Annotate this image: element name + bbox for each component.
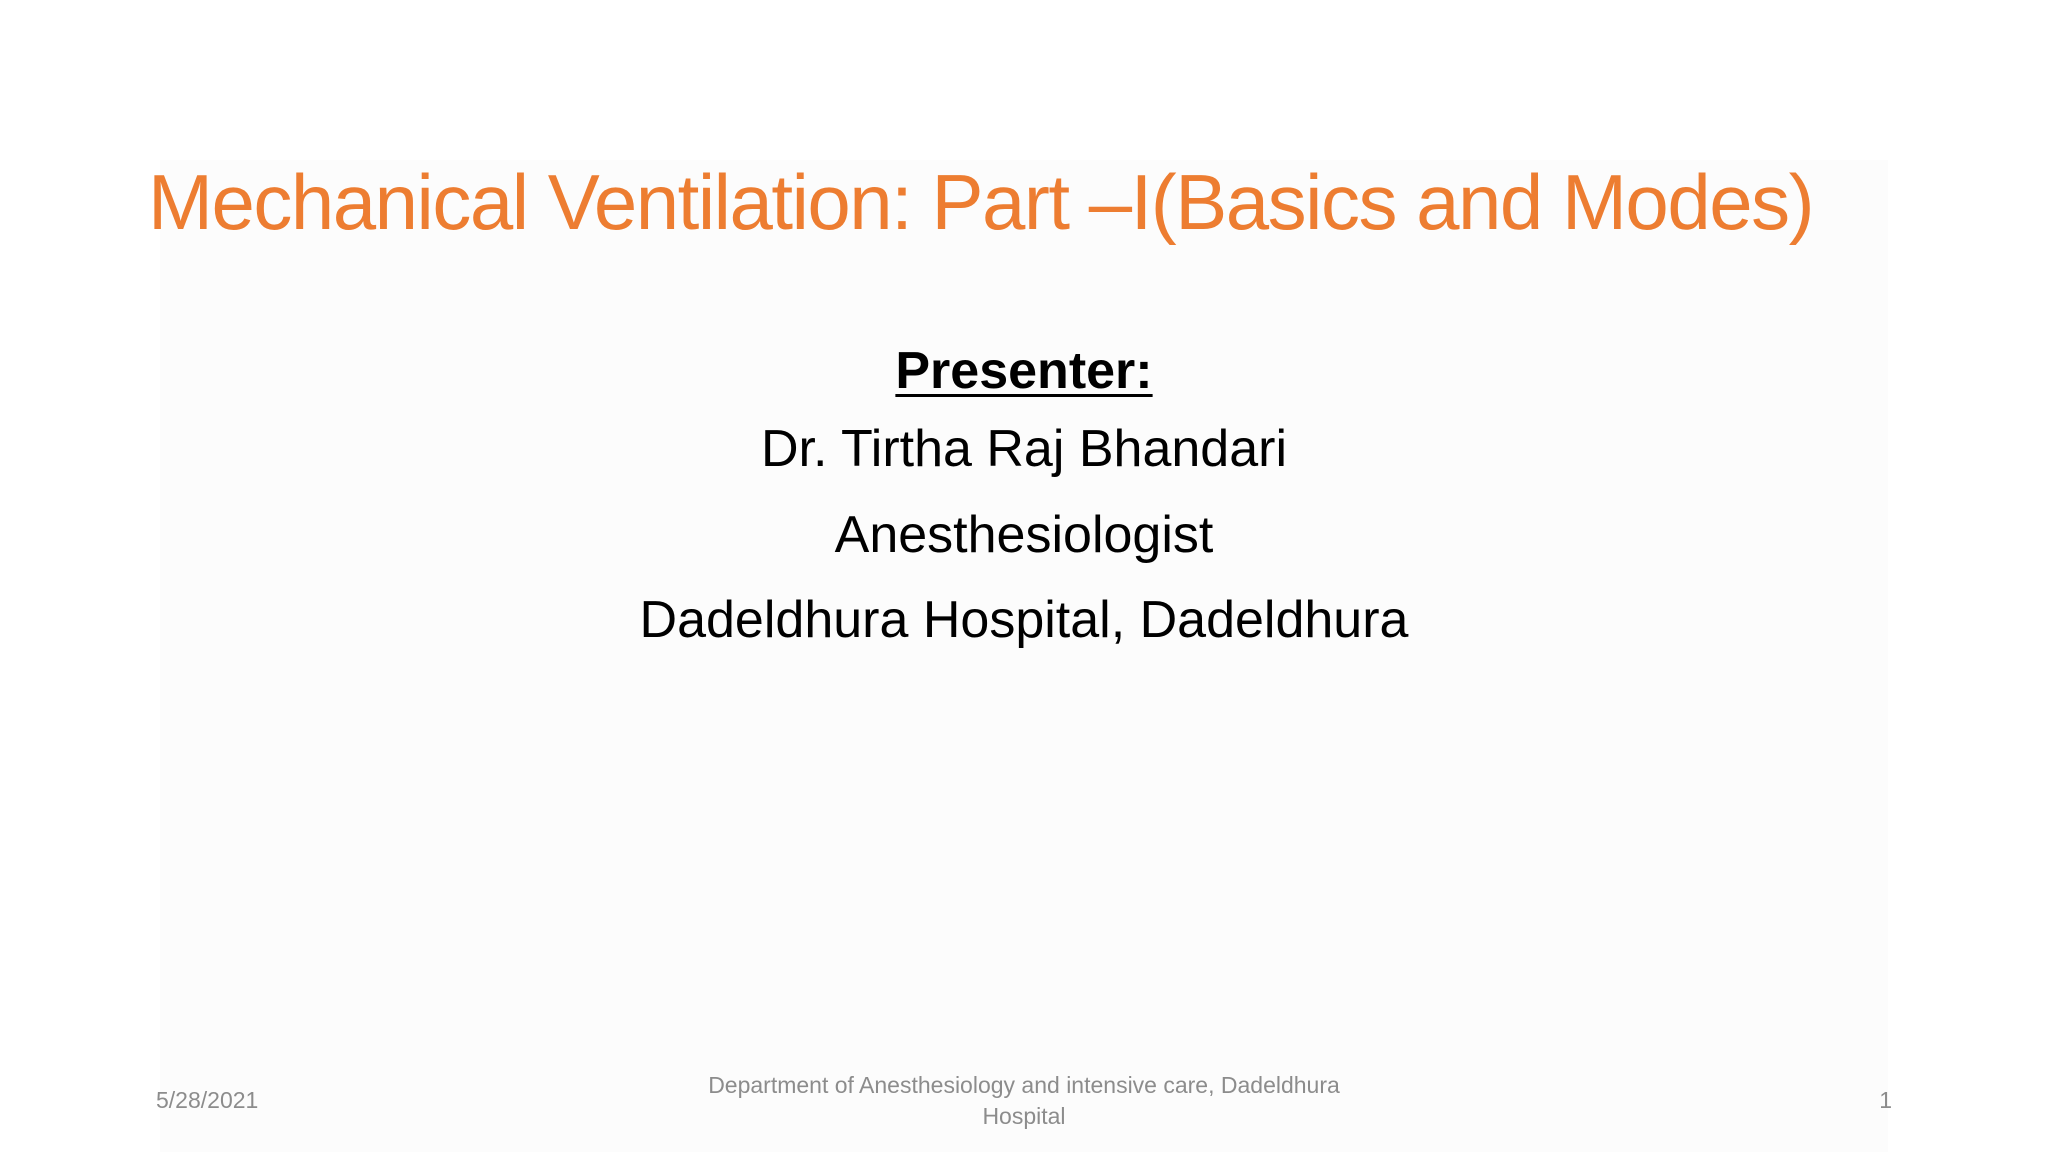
footer-department-line1: Department of Anesthesiology and intensive care, Dadeldhura	[708, 1072, 1340, 1098]
presenter-block	[0, 340, 2048, 675]
footer-department-line2: Hospital	[982, 1103, 1066, 1130]
footer-page-number: 1	[1879, 1087, 1892, 1113]
presenter-name: Dr. Tirtha Raj Bhandari	[760, 420, 1288, 479]
presenter-affiliation: Dadeldhura Hospital, Dadeldhura	[639, 591, 1409, 650]
footer-date: 5/28/2021	[156, 1087, 259, 1113]
slide-footer	[0, 1064, 2048, 1134]
slide-title: Mechanical Ventilation: Part –I(Basics and Modes)	[148, 158, 1814, 246]
presenter-role: Anesthesiologist	[834, 505, 1214, 564]
footer-department	[674, 1070, 1374, 1132]
presenter-heading: Presenter:	[895, 342, 1153, 400]
